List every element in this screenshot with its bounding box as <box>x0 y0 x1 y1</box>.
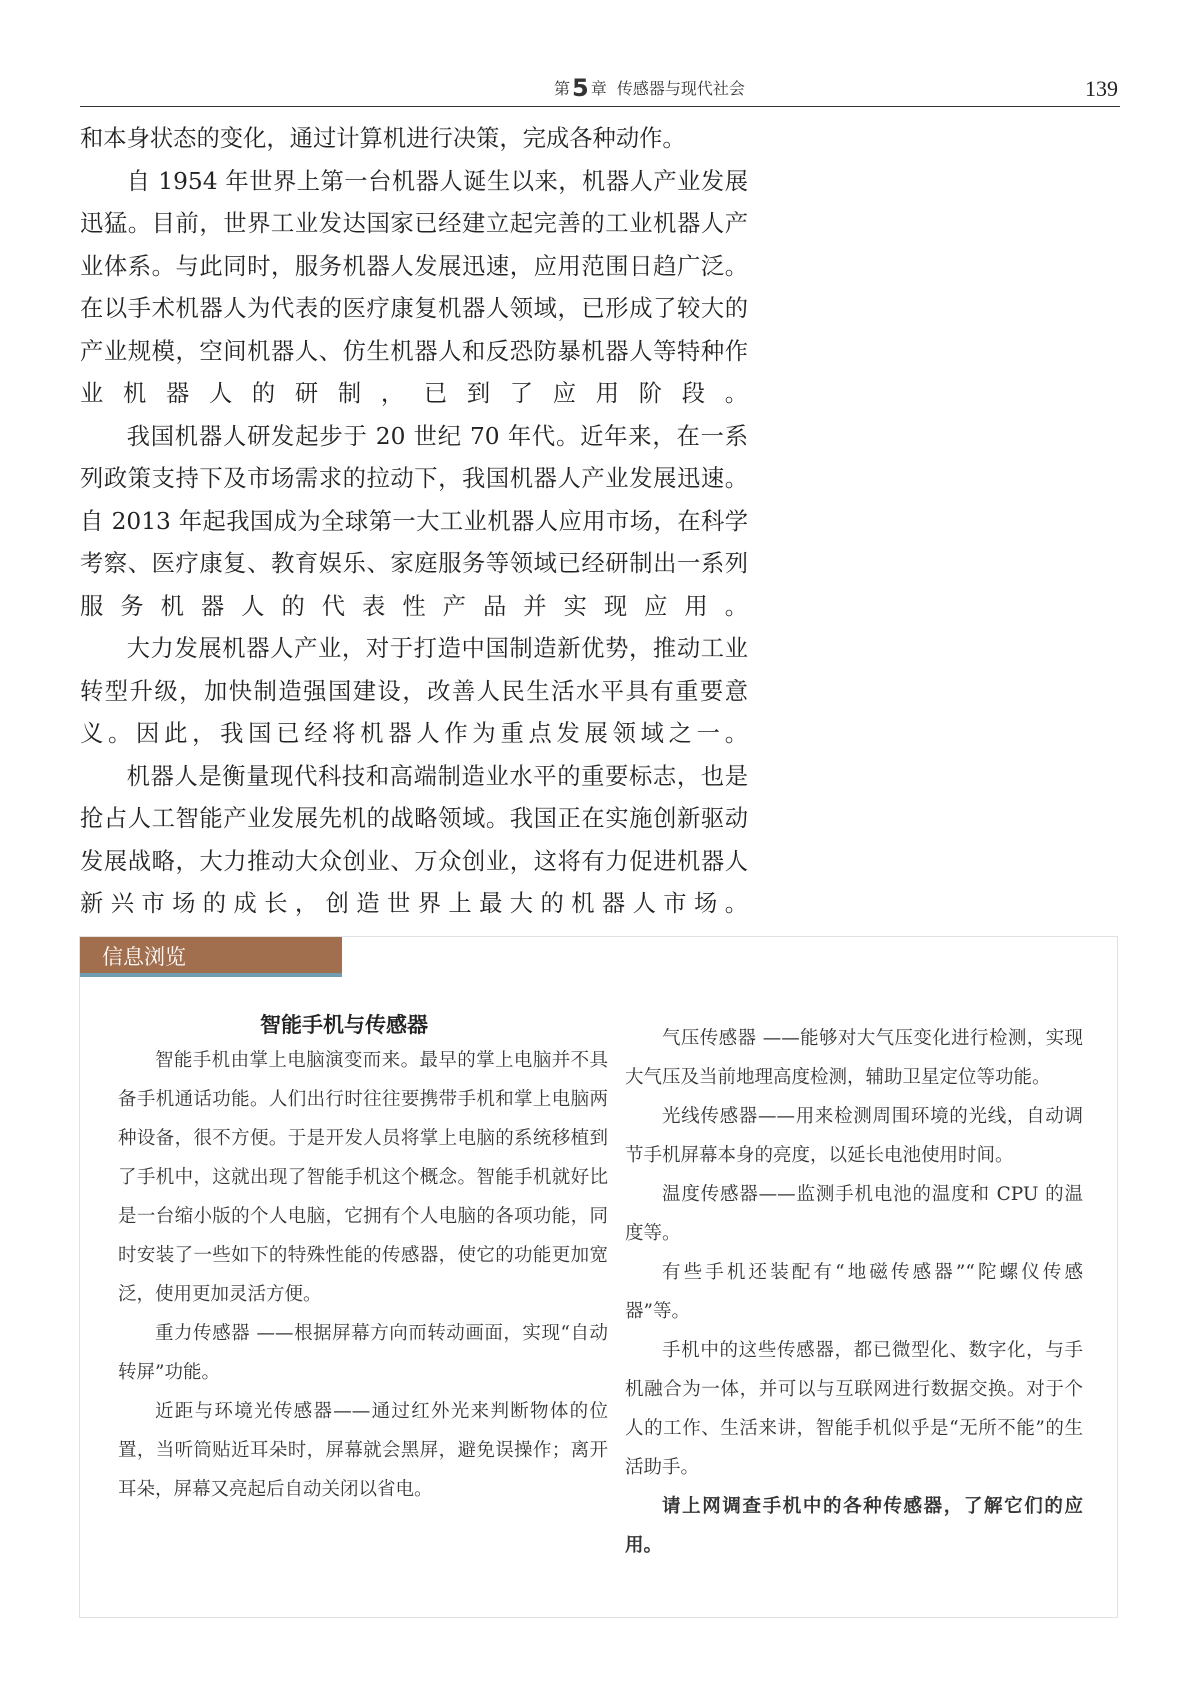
info-box <box>79 936 1118 1618</box>
info-paragraph: 气压传感器 ——能够对大气压变化进行检测，实现大气压及当前地理高度检测，辅助卫星定位等功能。 <box>625 1028 1083 1088</box>
chapter-number: 5 <box>572 74 589 102</box>
main-text <box>80 118 748 926</box>
chapter-name: 传感器与现代社会 <box>616 79 745 98</box>
paragraph: 机器人是衡量现代科技和高端制造业水平的重要标志，也是抢占人工智能产业发展先机的战略领域。我国正在实施创新驱动发展战略，大力推动大众创业、万众创业，这将有力促进机器人新兴市场的成长，创造世界上最大的机器人市场。 <box>80 762 748 917</box>
info-paragraph: 手机中的这些传感器，都已微型化、数字化，与手机融合为一体，并可以与互联网进行数据交换。对于个人的工作、生活来讲，智能手机似乎是“无所不能”的生活助手。 <box>625 1340 1083 1478</box>
page-number: 139 <box>1085 76 1118 101</box>
paragraph: 我国机器人研发起步于 20 世纪 70 年代。近年来，在一系列政策支持下及市场需求的拉动下，我国机器人产业发展迅速。自 2013 年起我国成为全球第一大工业机器人应用市场，在科学考察、医疗康复、教育娱乐、家庭服务等领域已经研制出一系列服务机器人的代表性产品并实现应用。 <box>80 422 748 620</box>
paragraph: 和本身状态的变化，通过计算机进行决策，完成各种动作。 <box>80 125 686 152</box>
info-box-left-column <box>118 1041 608 1509</box>
info-box-label: 信息浏览 <box>80 937 342 977</box>
info-paragraph: 温度传感器——监测手机电池的温度和 CPU 的温度等。 <box>625 1184 1083 1244</box>
info-box-heading: 智能手机与传感器 <box>260 1013 428 1037</box>
paragraph: 自 1954 年世界上第一台机器人诞生以来，机器人产业发展迅猛。目前，世界工业发达国家已经建立起完善的工业机器人产业体系。与此同时，服务机器人发展迅速，应用范围日趋广泛。在以手术机器人为代表的医疗康复机器人领域，已形成了较大的产业规模，空间机器人、仿生机器人和反恐防暴机器人等特种作业机器人的研制，已到了应用阶段。 <box>80 167 748 407</box>
task-prompt: 请上网调查手机中的各种传感器，了解它们的应用。 <box>625 1496 1083 1556</box>
info-paragraph: 近距与环境光传感器——通过红外光来判断物体的位置，当听筒贴近耳朵时，屏幕就会黑屏，避免误操作；离开耳朵，屏幕又亮起后自动关闭以省电。 <box>118 1401 608 1500</box>
page-header <box>80 70 1120 107</box>
info-box-right-column <box>625 1019 1083 1565</box>
info-paragraph: 重力传感器 ——根据屏幕方向而转动画面，实现“自动转屏”功能。 <box>118 1323 608 1383</box>
info-paragraph: 有些手机还装配有“地磁传感器”“陀螺仪传感器”等。 <box>625 1262 1083 1322</box>
info-paragraph: 智能手机由掌上电脑演变而来。最早的掌上电脑并不具备手机通话功能。人们出行时往往要携带手机和掌上电脑两种设备，很不方便。于是开发人员将掌上电脑的系统移植到了手机中，这就出现了智能手机这个概念。智能手机就好比是一台缩小版的个人电脑，它拥有个人电脑的各项功能，同时安装了一些如下的特殊性能的传感器，使它的功能更加宽泛，使用更加灵活方便。 <box>118 1050 608 1305</box>
chapter-suffix: 章 <box>590 79 607 98</box>
paragraph: 大力发展机器人产业，对于打造中国制造新优势，推动工业转型升级，加快制造强国建设，改善人民生活水平具有重要意义。因此，我国已经将机器人作为重点发展领域之一。 <box>80 635 748 747</box>
chapter-prefix: 第 <box>554 79 571 98</box>
chapter-title <box>554 74 745 102</box>
info-paragraph: 光线传感器——用来检测周围环境的光线，自动调节手机屏幕本身的亮度，以延长电池使用时间。 <box>625 1106 1083 1166</box>
